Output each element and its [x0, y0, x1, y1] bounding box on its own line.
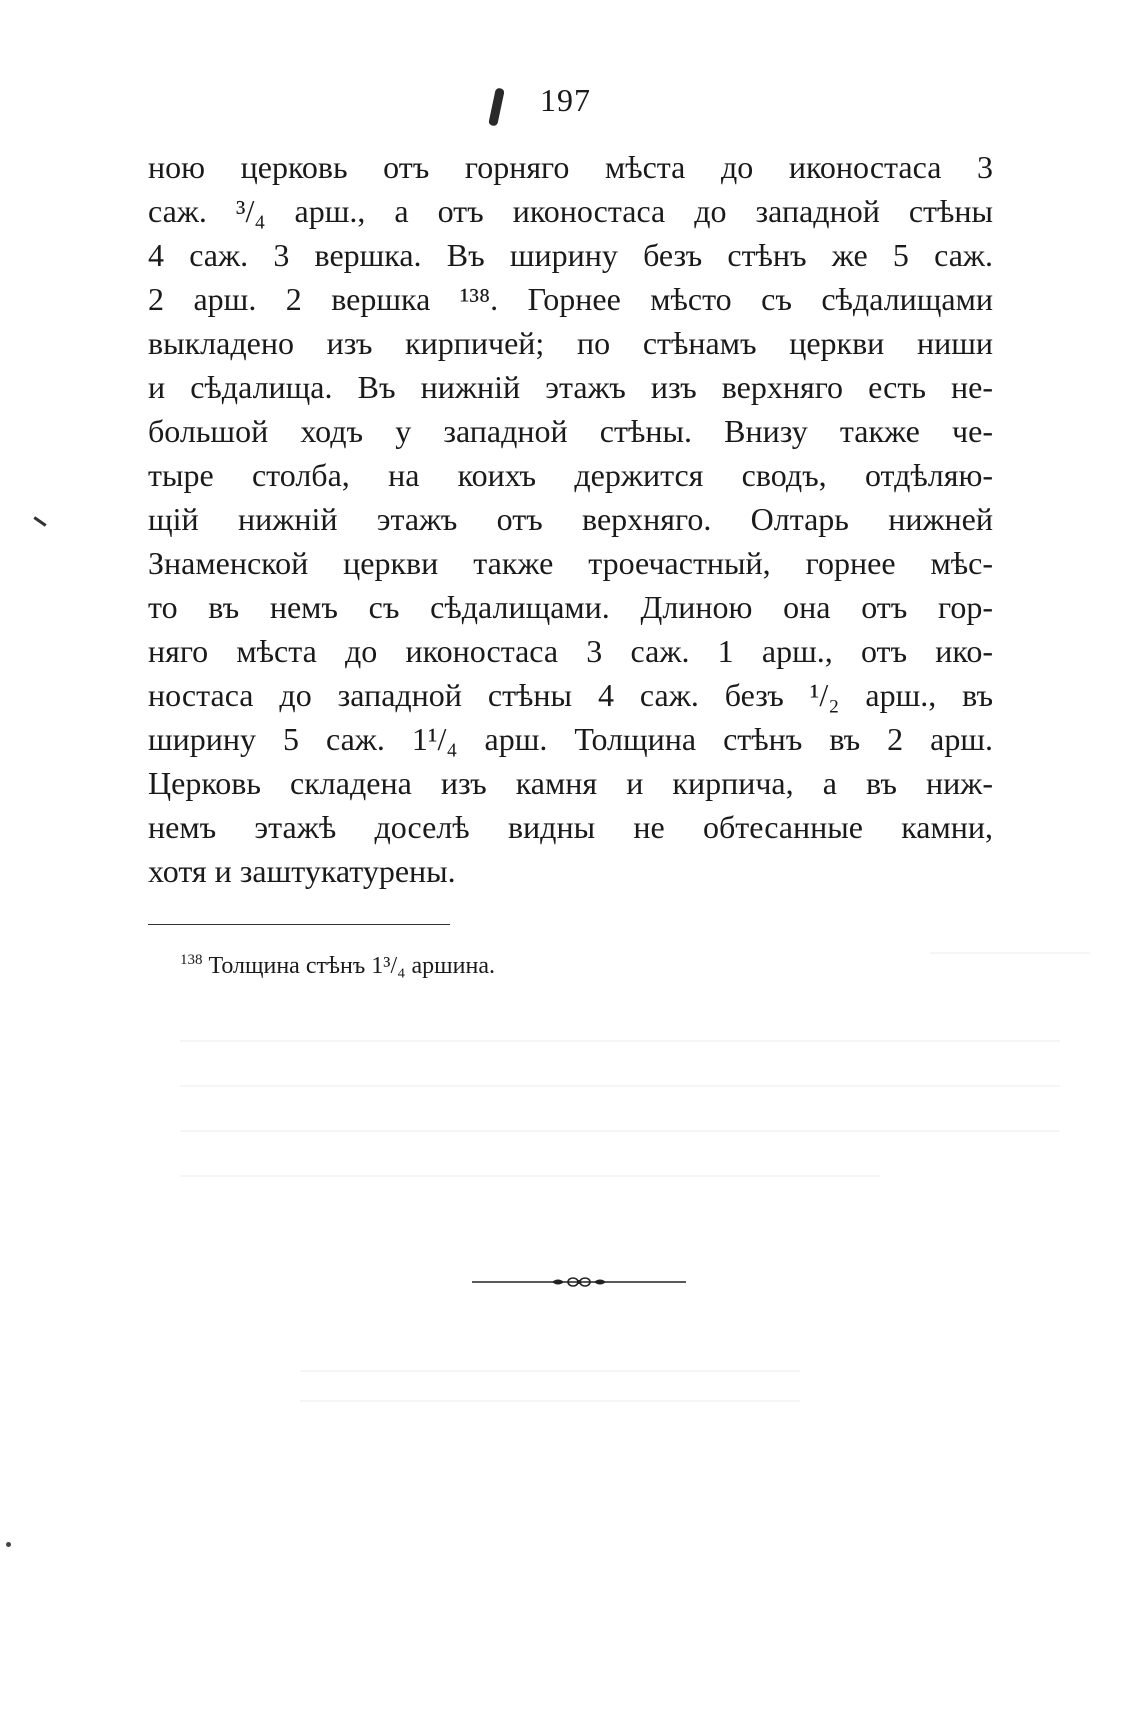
- text-line: и сѣдалища. Въ нижній этажъ изъ верхняго есть не-: [148, 369, 993, 405]
- footnote-text: Толщина стѣнъ 1³/₄ аршина.: [208, 953, 495, 979]
- text-line: ною церковь отъ горняго мѣста до иконостаса 3: [148, 149, 993, 185]
- text-line: выкладено изъ кирпичей; по стѣнамъ церкви ниши: [148, 325, 993, 361]
- text-line: Знаменской церкви также троечастный, горнее мѣс-: [148, 545, 993, 581]
- text-line: 2 арш. 2 вершка ¹³⁸. Горнее мѣсто съ сѣдалищами: [148, 281, 993, 317]
- ink-smudge: [488, 87, 505, 126]
- footnote: [180, 952, 495, 980]
- footnote-marker: 138: [180, 952, 203, 968]
- page-number: 197: [540, 82, 591, 118]
- text-line: саж. ³/₄ арш., а отъ иконостаса до западной стѣны: [148, 193, 993, 229]
- body-text: [148, 145, 993, 893]
- text-line: ностаса до западной стѣны 4 саж. безъ ¹/₂ арш., въ: [148, 677, 993, 713]
- stray-ink-mark: [33, 516, 46, 526]
- text-line: Церковь складена изъ камня и кирпича, а въ ниж-: [148, 765, 993, 801]
- footnote-divider: [148, 924, 450, 925]
- text-line: 4 саж. 3 вершка. Въ ширину безъ стѣнъ же 5 саж.: [148, 237, 993, 273]
- text-line: тыре столба, на коихъ держится сводъ, отдѣляю-: [148, 457, 993, 493]
- text-line: немъ этажѣ доселѣ видны не обтесанные камни,: [148, 809, 993, 845]
- stray-ink-dot: [6, 1542, 11, 1547]
- text-line: хотя и заштукатурены.: [148, 853, 456, 889]
- text-line: ширину 5 саж. 1¹/₄ арш. Толщина стѣнъ въ 2 арш.: [148, 721, 993, 757]
- text-line: щій нижній этажъ отъ верхняго. Олтарь нижней: [148, 501, 993, 537]
- text-line: то въ немъ съ сѣдалищами. Длиною она отъ гор-: [148, 589, 993, 625]
- text-line: большой ходъ у западной стѣны. Внизу также че-: [148, 413, 993, 449]
- text-line: няго мѣста до иконостаса 3 саж. 1 арш., отъ ико-: [148, 633, 993, 669]
- end-ornament-icon: [472, 1270, 686, 1294]
